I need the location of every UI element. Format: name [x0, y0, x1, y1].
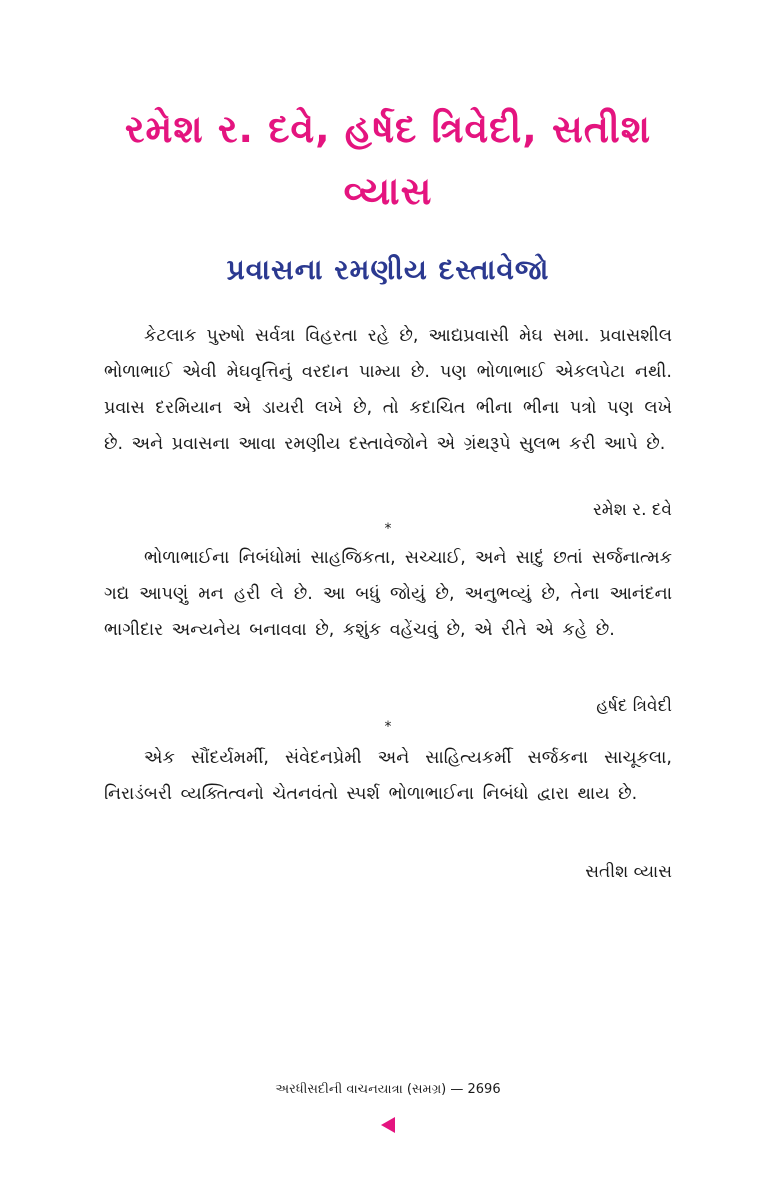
previous-page-icon[interactable] [381, 1117, 395, 1133]
authors-heading: રમેશ ર. દવે, હર્ષદ ત્રિવેદી, સતીશ વ્યાસ [124, 107, 652, 213]
page [104, 0, 672, 1199]
paragraph-2: ભોળાભાઈના નિબંધોમાં સાહજિકતા, સચ્ચાઈ, અને સાદું છતાં સર્જનાત્મક ગદ્ય આપણું મન હરી લે છે. આ બધું જોયું છે, અનુભવ્યું છે, તેના આનંદના ભાગીદાર અન્યનેય બનાવવા છે, કશુંક વહેંચવું છે, એ રીતે એ કહે છે. [104, 548, 672, 640]
paragraph-3: એક સૌંદર્યમર્મી, સંવેદનપ્રેમી અને સાહિત્યકર્મી સર્જકના સાચૂકલા, નિરાડંબરી વ્યક્તિત્વનો ચેતનવંતો સ્પર્શ ભોળાભાઈના નિબંધો દ્વારા થાય છે. [104, 748, 672, 804]
page-footer: અરધીસદીની વાચનયાત્રા (સમગ્ર) — 2696 [275, 1082, 501, 1097]
signature-2: હર્ષદ ત્રિવેદી [596, 696, 672, 716]
paragraph-1: કેટલાક પુરુષો સર્વત્રા વિહરતા રહે છે, આદ્યપ્રવાસી મેઘ સમા. પ્રવાસશીલ ભોળાભાઈ એવી મેઘવૃત્તિનું વરદાન પામ્યા છે. પણ ભોળાભાઈ એકલપેટા નથી. પ્રવાસ દરમિયાન એ ડાયરી લખે છે, તો કદાચિત ભીના ભીના પત્રો પણ લખે છે. અને પ્રવાસના આવા રમણીય દસ્તાવેજોને એ ગ્રંથરૂપે સુલભ કરી આપે છે. [104, 326, 672, 454]
separator-2: * [384, 719, 392, 735]
separator-1: * [384, 521, 392, 537]
signature-1: રમેશ ર. દવે [593, 500, 672, 520]
signature-3: સતીશ વ્યાસ [585, 862, 672, 882]
page-title: પ્રવાસના રમણીય દસ્તાવેજો [226, 253, 550, 286]
